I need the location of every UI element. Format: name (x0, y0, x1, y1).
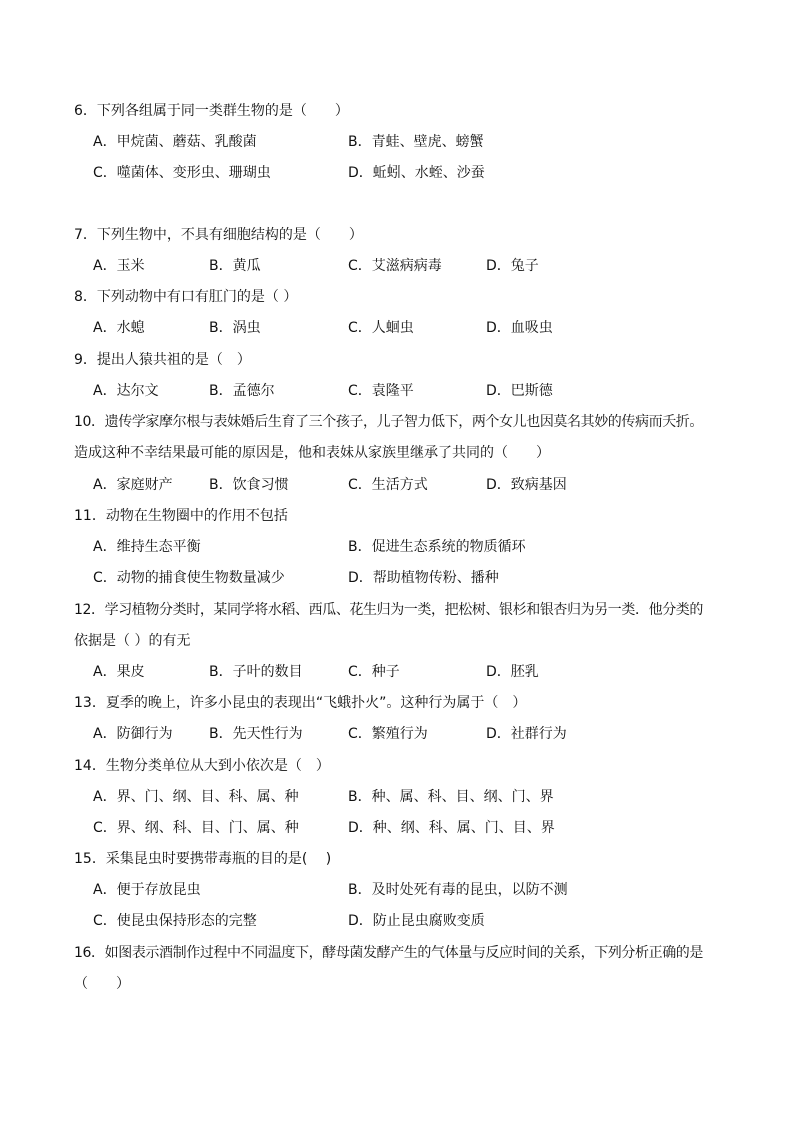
question-7-stem: 7．下列生物中，不具有细胞结构的是（ ） (74, 227, 363, 243)
question-10-stem-line-1: 10．遗传学家摩尔根与表妹婚后生育了三个孩子，儿子智力低下，两个女儿也因莫名其妙的传病而夭折。 (74, 414, 704, 430)
question-10-option-c: C．生活方式 (348, 477, 428, 493)
question-11-option-b: B．促进生态系统的物质循环 (348, 539, 526, 555)
question-12-option-a: A．果皮 (93, 664, 145, 680)
question-8-stem: 8．下列动物中有口有肛门的是（ ） (74, 289, 298, 305)
question-12-option-c: C．种子 (348, 664, 400, 680)
question-12-option-b: B．子叶的数目 (209, 664, 303, 680)
question-16-stem-line-1: 16．如图表示酒制作过程中不同温度下，酵母菌发酵产生的气体量与反应时间的关系，下列分析正确的是 (74, 945, 704, 961)
question-16-stem-line-2: （ ） (74, 976, 130, 992)
question-7-option-a: A．玉米 (93, 258, 145, 274)
question-7-option-d: D．兔子 (486, 258, 539, 274)
question-13-option-d: D．社群行为 (486, 726, 567, 742)
question-8-option-d: D．血吸虫 (486, 320, 553, 336)
question-8-option-b: B．涡虫 (209, 320, 261, 336)
question-14-option-b: B．种、属、科、目、纲、门、界 (348, 789, 554, 805)
question-15-option-d: D．防止昆虫腐败变质 (348, 913, 485, 929)
question-8-option-c: C．人蛔虫 (348, 320, 414, 336)
question-13-option-b: B．先天性行为 (209, 726, 303, 742)
question-9-option-b: B．孟德尔 (209, 383, 275, 399)
question-11-stem: 11．动物在生物圈中的作用不包括 (74, 508, 288, 524)
question-15-option-b: B．及时处死有毒的昆虫，以防不测 (348, 882, 568, 898)
question-13-option-a: A．防御行为 (93, 726, 173, 742)
question-14-stem: 14．生物分类单位从大到小依次是（ ） (74, 758, 330, 774)
question-9-option-c: C．袁隆平 (348, 383, 414, 399)
question-6-stem: 6．下列各组属于同一类群生物的是（ ） (74, 103, 349, 119)
question-6-option-c: C．噬菌体、变形虫、珊瑚虫 (93, 165, 271, 181)
question-7-option-b: B．黄瓜 (209, 258, 261, 274)
question-7-option-c: C．艾滋病病毒 (348, 258, 442, 274)
question-10-option-d: D．致病基因 (486, 477, 567, 493)
question-10-stem-line-2: 造成这种不幸结果最可能的原因是，他和表妹从家族里继承了共同的（ ） (74, 445, 550, 461)
question-6-option-a: A．甲烷菌、蘑菇、乳酸菌 (93, 134, 257, 150)
question-6-option-d: D．蚯蚓、水蛭、沙蚕 (348, 165, 485, 181)
question-14-option-a: A．界、门、纲、目、科、属、种 (93, 789, 299, 805)
question-8-option-a: A．水螅 (93, 320, 145, 336)
question-12-stem-line-1: 12．学习植物分类时，某同学将水稻、西瓜、花生归为一类，把松树、银杉和银杏归为另一类．他分类的 (74, 602, 704, 618)
question-6-option-b: B．青蛙、壁虎、螃蟹 (348, 134, 484, 150)
question-9-option-d: D．巴斯德 (486, 383, 553, 399)
question-15-option-a: A．便于存放昆虫 (93, 882, 201, 898)
question-13-stem: 13．夏季的晚上，许多小昆虫的表现出“飞蛾扑火”。这种行为属于（ ） (74, 695, 527, 711)
question-14-option-d: D．种、纲、科、属、门、目、界 (348, 820, 555, 836)
question-15-stem: 15．采集昆虫时要携带毒瓶的目的是( ) (74, 851, 332, 867)
question-10-option-b: B．饮食习惯 (209, 477, 289, 493)
question-14-option-c: C．界、纲、科、目、门、属、种 (93, 820, 299, 836)
question-9-stem: 9．提出人猿共祖的是（ ） (74, 352, 251, 368)
question-11-option-c: C．动物的捕食使生物数量减少 (93, 570, 285, 586)
question-9-option-a: A．达尔文 (93, 383, 159, 399)
question-10-option-a: A．家庭财产 (93, 477, 173, 493)
question-12-stem-line-2: 依据是（ ）的有无 (74, 633, 191, 649)
question-12-option-d: D．胚乳 (486, 664, 539, 680)
question-13-option-c: C．繁殖行为 (348, 726, 428, 742)
question-15-option-c: C．使昆虫保持形态的完整 (93, 913, 257, 929)
question-11-option-a: A．维持生态平衡 (93, 539, 201, 555)
question-11-option-d: D．帮助植物传粉、播种 (348, 570, 499, 586)
